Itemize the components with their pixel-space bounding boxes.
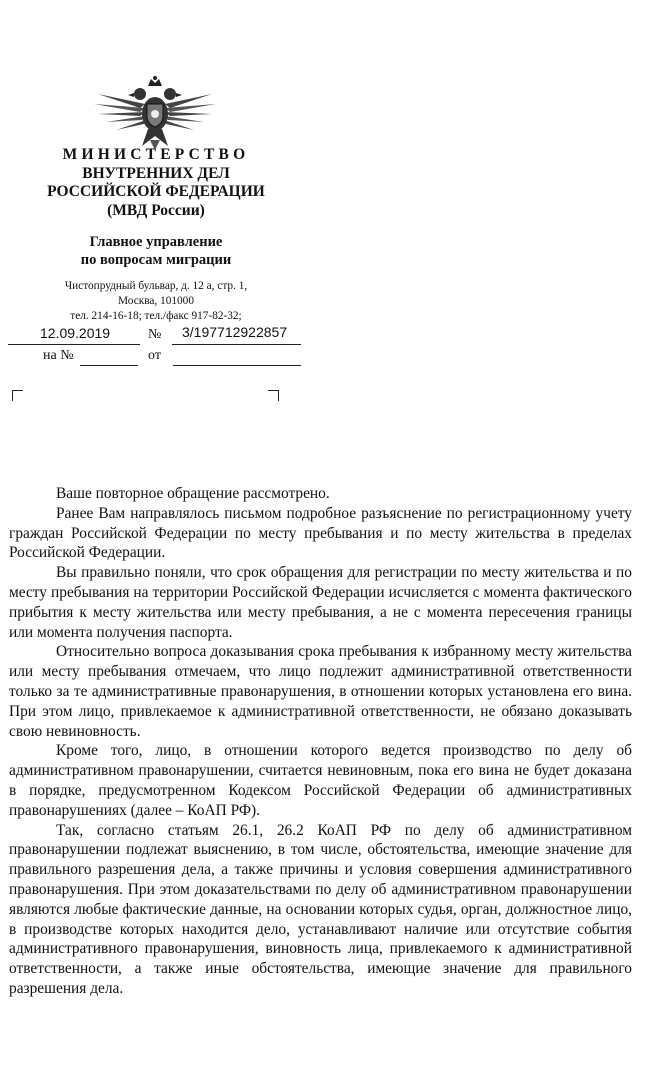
- reference-date-label: от: [148, 348, 161, 363]
- addressee-corner-left: [12, 390, 23, 401]
- department-title: [0, 233, 312, 269]
- ministry-line-1: МИНИСТЕРСТВО: [62, 146, 250, 163]
- body-paragraph-1: Ваше повторное обращение рассмотрено.: [56, 485, 330, 502]
- body-paragraph-5: Кроме того, лицо, в отношении которого ведется производство по делу об административном правонарушении, считается невиновным, пока его вина не будет доказана в порядке, предусмотренном Кодексом Российской Федерации об административных правонарушениях (далее – КоАП РФ).: [9, 742, 632, 819]
- address-line-2: Москва, 101000: [118, 295, 194, 307]
- reference-date-underline: [173, 365, 301, 366]
- double-headed-eagle-emblem-icon: [90, 74, 220, 152]
- ministry-line-3: РОССИЙСКОЙ ФЕДЕРАЦИИ: [47, 183, 265, 200]
- letter-body: [9, 484, 632, 999]
- number-underline: [172, 344, 301, 345]
- address-line-1: Чистопрудный бульвар, д. 12 а, стр. 1,: [64, 280, 248, 292]
- date-underline: [8, 344, 140, 345]
- body-paragraph-2: Ранее Вам направлялось письмом подробное разъяснение по регистрационному учету граждан Российской Федерации по месту пребывания и по месту жительства в пределах Российской Федерации.: [9, 504, 632, 562]
- body-paragraph-3: Вы правильно поняли, что срок обращения для регистрации по месту жительства и по месту пребывания на территории Российской Федерации исчисляется с момента фактического прибытия к месту жительства или месту пребывания, а не с момента пересечения границы или момента получения паспорта.: [9, 564, 632, 641]
- body-paragraph-4: Относительно вопроса доказывания срока пребывания к избранному месту жительства или месту пребывания отмечаем, что лицо подлежит административной ответственности только за те административные правонарушения, в отношении которых установлена его вина. При этом лицо, привлекаемое к административной ответственности, не обязано доказывать свою невиновность.: [9, 643, 632, 740]
- department-line-1: Главное управление: [89, 234, 223, 250]
- registration-date: 12.09.2019: [40, 325, 111, 341]
- department-line-2: по вопросам миграции: [80, 252, 232, 268]
- body-paragraph-6: Так, согласно статьям 26.1, 26.2 КоАП РФ по делу об административном правонарушении подлежат выяснению, в том числе, обстоятельства, имеющие значение для правильного разрешения дела, а также причины и условия совершения административного правонарушения. При этом доказательствами по делу об административном правонарушении являются любые фактические данные, на основании которых судья, орган, должностное лицо, в производстве которых находится дело, устанавливают наличие или отсутствие события административного правонарушения, виновность лица, привлекаемого к административной ответственности, а также иные обстоятельства, имеющие значение для правильного разрешения дела.: [9, 821, 632, 997]
- ministry-line-4: (МВД России): [107, 201, 205, 219]
- address-block: [0, 279, 312, 324]
- addressee-corner-right: [268, 390, 279, 401]
- ministry-line-2: ВНУТРЕННИХ ДЕЛ: [82, 164, 230, 182]
- address-line-3: тел. 214-16-18; тел./факс 917-82-32;: [70, 310, 242, 322]
- ministry-title: [0, 146, 312, 220]
- reference-number-label: на №: [43, 348, 74, 363]
- number-sign: №: [148, 327, 162, 342]
- registration-number: 3/197712922857: [182, 324, 288, 340]
- reference-number-underline: [80, 365, 138, 366]
